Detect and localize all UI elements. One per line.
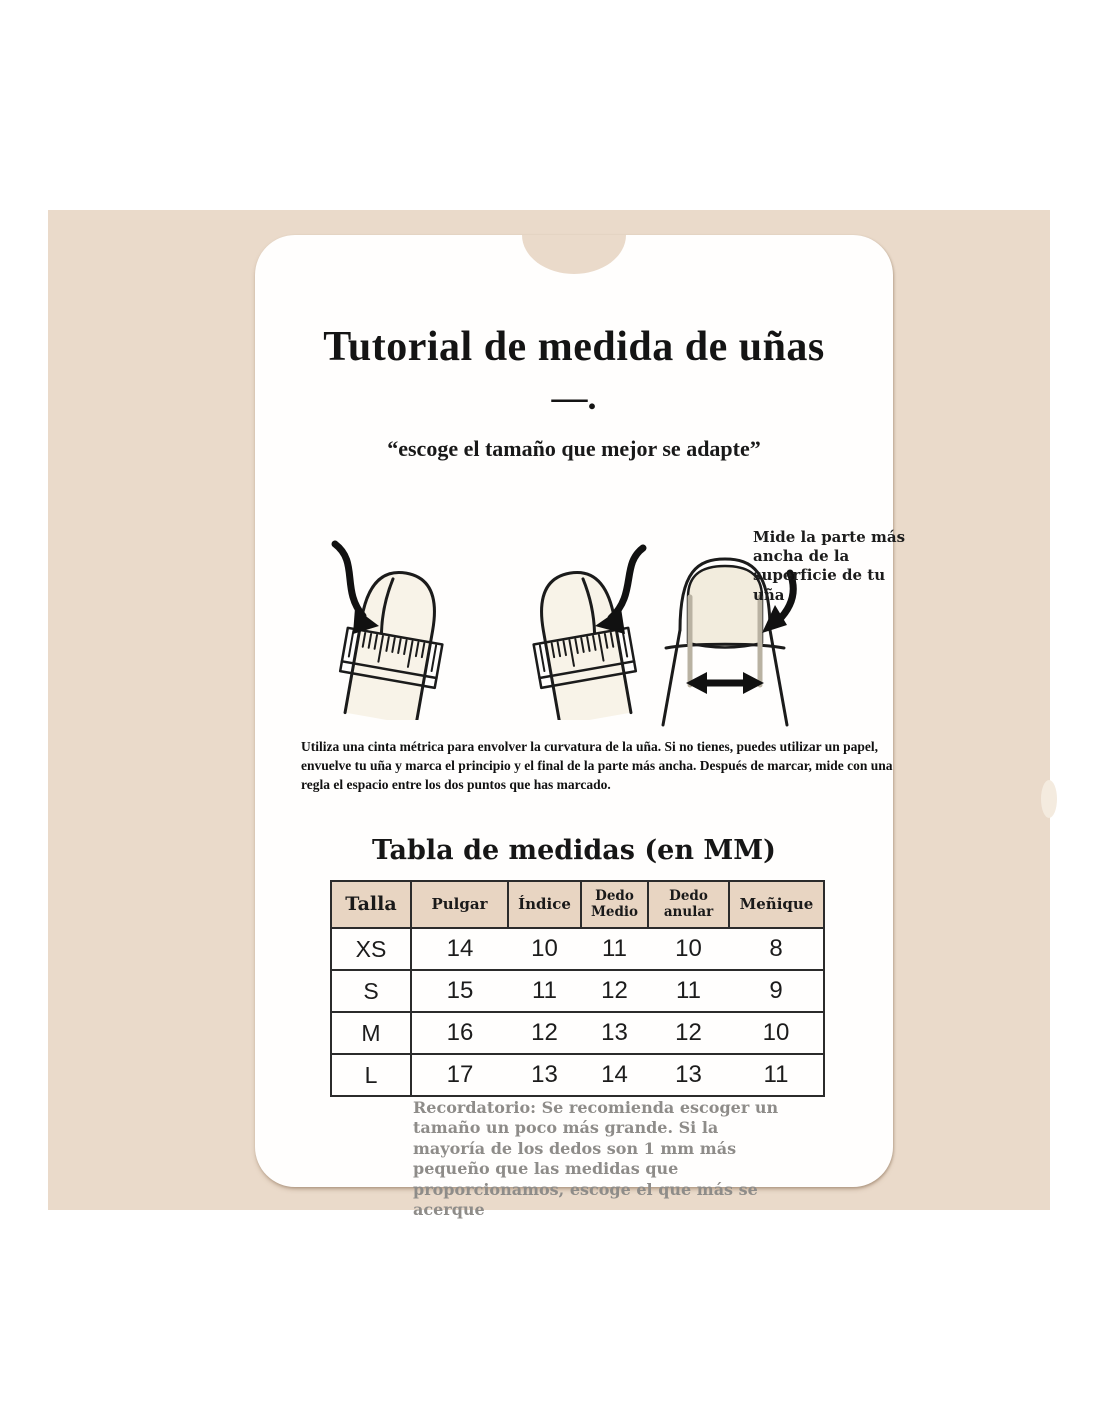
column-header-dedo-anular: Dedo anular (648, 881, 729, 928)
column-header-indice: Índice (508, 881, 581, 928)
size-label: S (331, 970, 411, 1012)
curved-arrow-icon (611, 548, 643, 618)
table-row-l (331, 1054, 824, 1096)
value-cell: 13 (508, 1054, 581, 1096)
column-header-pulgar: Pulgar (411, 881, 508, 928)
size-chart-title: Tabla de medidas (en MM) (372, 835, 776, 866)
value-cell: 16 (411, 1012, 508, 1054)
table-header-row (331, 881, 824, 928)
title-divider: —. (551, 377, 597, 417)
decorative-edge-mark (1041, 780, 1057, 818)
table-row-m (331, 1012, 824, 1054)
table-row-s (331, 970, 824, 1012)
finger-tape-measure-arrow-right-icon (483, 538, 655, 720)
value-cell: 17 (411, 1054, 508, 1096)
value-cell: 13 (648, 1054, 729, 1096)
nail-shape (688, 566, 762, 648)
value-cell: 14 (581, 1054, 648, 1096)
curved-arrow-icon (335, 544, 363, 616)
finger-side-left (663, 630, 680, 725)
page-title: Tutorial de medida de uñas (323, 324, 825, 370)
size-label: XS (331, 928, 411, 970)
value-cell: 11 (648, 970, 729, 1012)
value-cell: 9 (729, 970, 824, 1012)
column-header-dedo-medio: Dedo Medio (581, 881, 648, 928)
value-cell: 12 (508, 1012, 581, 1054)
value-cell: 15 (411, 970, 508, 1012)
table-row-xs (331, 928, 824, 970)
value-cell: 11 (729, 1054, 824, 1096)
finger-tape-measure-arrow-left-icon (323, 538, 465, 720)
value-cell: 11 (581, 928, 648, 970)
value-cell: 12 (581, 970, 648, 1012)
instructions-text: Utiliza una cinta métrica para envolver la curvatura de la uña. Si no tienes, puedes utilizar un papel, envuelve tu uña y marca el principio y el final de la parte más ancha. Después de marcar, mide con una regla el espacio entre los dos puntos que has marcado. (301, 739, 893, 792)
finger-side-right (770, 630, 787, 725)
value-cell: 10 (729, 1012, 824, 1054)
column-header-menique: Meñique (729, 881, 824, 928)
value-cell: 11 (508, 970, 581, 1012)
value-cell: 13 (581, 1012, 648, 1054)
measurement-tip: Mide la parte más ancha de la superficie de tu uña (753, 528, 906, 604)
size-label: M (331, 1012, 411, 1054)
card-top-notch (522, 235, 626, 274)
value-cell: 12 (648, 1012, 729, 1054)
size-label: L (331, 1054, 411, 1096)
value-cell: 10 (648, 928, 729, 970)
size-table (330, 880, 825, 1097)
subtitle-quote: “escoge el tamaño que mejor se adapte” (387, 436, 761, 461)
tutorial-card (255, 235, 906, 1220)
value-cell: 10 (508, 928, 581, 970)
value-cell: 8 (729, 928, 824, 970)
column-header-talla: Talla (331, 881, 411, 928)
reminder-text: Recordatorio: Se recomienda escoger un tamaño un poco más grande. Si la mayoría de los dedos son 1 mm más pequeño que las medidas que proporcionamos, escoge el que más se acerque (413, 1098, 779, 1220)
value-cell: 14 (411, 928, 508, 970)
